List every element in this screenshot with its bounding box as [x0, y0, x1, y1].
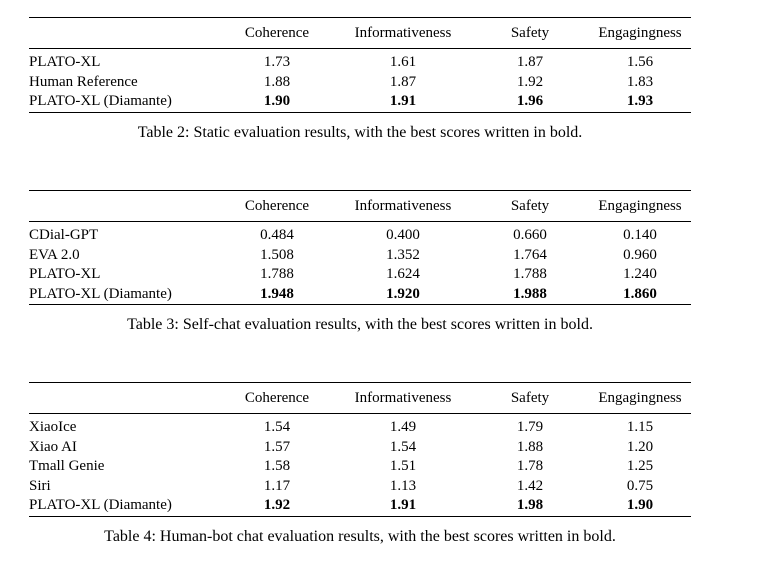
cell-safety: 1.988	[513, 285, 547, 302]
row-name: XiaoIce	[29, 419, 77, 435]
cell-safety: 1.79	[516, 419, 544, 435]
row-name: PLATO-XL (Diamante)	[29, 285, 172, 302]
table-row	[29, 222, 691, 246]
table-row	[29, 73, 691, 93]
row-name: PLATO-XL	[29, 54, 101, 70]
row-name: EVA 2.0	[29, 246, 80, 263]
cell-informativeness: 1.54	[389, 438, 417, 455]
cell-engagingness: 1.83	[626, 73, 654, 90]
cell-informativeness: 1.352	[386, 246, 420, 263]
row-name: Tmall Genie	[29, 458, 105, 475]
cell-safety: 1.764	[513, 246, 547, 263]
cell-coherence: 1.508	[260, 246, 294, 263]
row-name: PLATO-XL (Diamante)	[29, 497, 172, 514]
cell-informativeness: 1.51	[389, 458, 417, 475]
table-row	[29, 265, 691, 285]
table-2-static-evaluation	[29, 17, 691, 113]
row-name: Human Reference	[29, 73, 138, 90]
header-safety: Safety	[510, 25, 550, 41]
row-name: PLATO-XL (Diamante)	[29, 93, 172, 110]
cell-coherence: 1.92	[263, 497, 291, 514]
cell-coherence: 1.58	[263, 458, 291, 475]
header-informativeness: Informativeness	[354, 25, 452, 41]
table-row	[29, 438, 691, 458]
header-engagingness: Engagingness	[598, 390, 682, 406]
cell-safety: 1.98	[516, 497, 544, 514]
cell-engagingness: 0.75	[626, 477, 654, 494]
table-3-self-chat-evaluation	[29, 190, 691, 305]
header-empty	[29, 18, 219, 49]
header-empty	[29, 191, 219, 222]
header-empty	[29, 383, 219, 414]
header-coherence: Coherence	[244, 198, 310, 214]
cell-engagingness: 1.56	[626, 54, 654, 70]
table-row	[29, 285, 691, 305]
cell-informativeness: 1.624	[386, 266, 420, 283]
cell-informativeness: 1.91	[389, 93, 417, 110]
header-safety: Safety	[510, 390, 550, 406]
cell-safety: 1.92	[516, 73, 544, 90]
cell-safety: 1.788	[513, 266, 547, 283]
header-informativeness: Informativeness	[354, 390, 452, 406]
cell-engagingness: 1.90	[626, 497, 654, 514]
cell-informativeness: 1.920	[386, 285, 420, 302]
cell-engagingness: 0.960	[623, 246, 657, 263]
cell-informativeness: 1.13	[389, 477, 417, 494]
table-row	[29, 477, 691, 497]
cell-engagingness: 1.20	[626, 438, 654, 455]
row-name: PLATO-XL	[29, 266, 101, 283]
cell-informativeness: 1.91	[389, 497, 417, 514]
cell-coherence: 1.948	[260, 285, 294, 302]
header-engagingness: Engagingness	[598, 198, 682, 214]
cell-engagingness: 1.860	[623, 285, 657, 302]
table-row	[29, 49, 691, 73]
row-name: Siri	[29, 477, 51, 494]
cell-coherence: 1.788	[260, 266, 294, 283]
table-row	[29, 457, 691, 477]
table-4-human-bot-evaluation	[29, 382, 691, 517]
cell-coherence: 1.73	[263, 54, 291, 70]
cell-coherence: 1.88	[263, 73, 291, 90]
cell-coherence: 1.57	[263, 438, 291, 455]
cell-informativeness: 0.400	[386, 227, 420, 243]
cell-engagingness: 0.140	[623, 227, 657, 243]
table-row	[29, 414, 691, 438]
cell-informativeness: 1.61	[389, 54, 417, 70]
row-name: CDial-GPT	[29, 227, 99, 243]
header-engagingness: Engagingness	[598, 25, 682, 41]
table-3-caption: Table 3: Self-chat evaluation results, with the best scores written in bold.	[127, 316, 593, 333]
cell-informativeness: 1.87	[389, 73, 417, 90]
table-2-caption: Table 2: Static evaluation results, with the best scores written in bold.	[137, 124, 583, 141]
row-name: Xiao AI	[29, 438, 77, 455]
cell-engagingness: 1.15	[626, 419, 654, 435]
cell-engagingness: 1.93	[626, 93, 654, 110]
cell-safety: 1.78	[516, 458, 544, 475]
table-4-caption: Table 4: Human-bot chat evaluation results, with the best scores written in bold.	[104, 528, 616, 545]
cell-coherence: 1.54	[263, 419, 291, 435]
table-row	[29, 496, 691, 516]
cell-engagingness: 1.240	[623, 266, 657, 283]
cell-safety: 1.88	[516, 438, 544, 455]
cell-coherence: 1.90	[263, 93, 291, 110]
table-row	[29, 92, 691, 112]
header-informativeness: Informativeness	[354, 198, 452, 214]
header-coherence: Coherence	[244, 390, 310, 406]
cell-coherence: 1.17	[263, 477, 291, 494]
cell-engagingness: 1.25	[626, 458, 654, 475]
cell-safety: 1.96	[516, 93, 544, 110]
table-row	[29, 246, 691, 266]
cell-safety: 1.42	[516, 477, 544, 494]
header-safety: Safety	[510, 198, 550, 214]
header-coherence: Coherence	[244, 25, 310, 41]
cell-safety: 0.660	[513, 227, 547, 243]
cell-coherence: 0.484	[260, 227, 294, 243]
cell-safety: 1.87	[516, 54, 544, 70]
cell-informativeness: 1.49	[389, 419, 417, 435]
